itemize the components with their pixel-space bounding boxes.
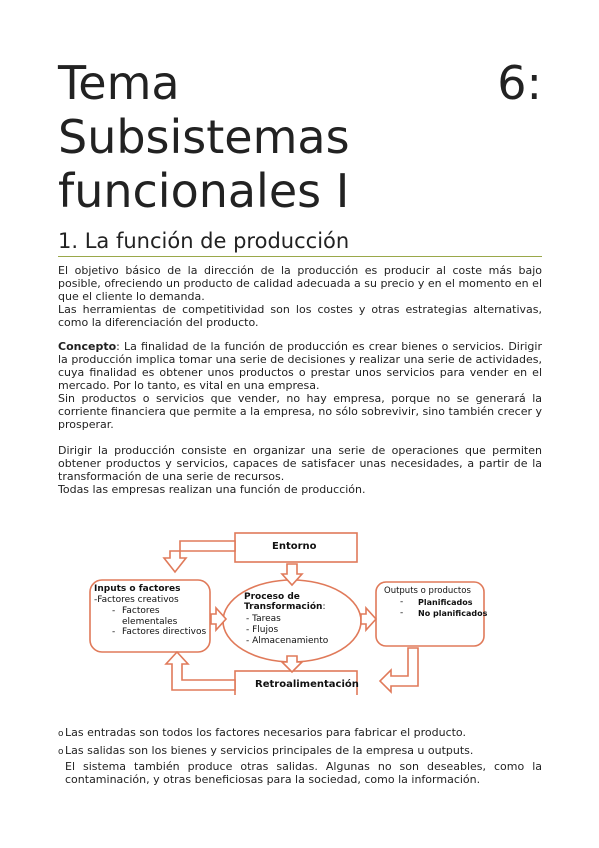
paragraph-line: El objetivo básico de la dirección de la producción es producir al coste más bajo posible, ofreciendo un producto de calidad adecuada a su precio y en el momento en el que el cliente lo demanda. <box>58 264 542 303</box>
list-item <box>58 726 542 741</box>
paragraph-line: Las herramientas de competitividad son los costes y otras estrategias alternativas, como la diferenciación del producto. <box>58 303 542 329</box>
bullet-subtext: El sistema también produce otras salidas. Algunas no son deseables, como la contaminación, y otras beneficiosas para la sociedad, como la información. <box>65 760 542 786</box>
paragraph-objetivo <box>58 264 542 329</box>
bullet-text: Las entradas son todos los factores necesarios para fabricar el producto. <box>65 726 466 739</box>
paragraph-line: Todas las empresas realizan una función de producción. <box>58 483 366 496</box>
outputs-item: Planificados <box>418 598 473 607</box>
concept-text: : La finalidad de la función de producción es crear bienes o servicios. Dirigir la producción implica tomar una serie de decisiones y realizar una serie de actividades, cuya finalidad es obtener unos productos o prestar unos servicios para vender en el mercado. Por lo tanto, es vital en una empresa. <box>58 340 542 392</box>
inputs-dash: - <box>112 606 116 616</box>
inputs-item: Factores <box>122 606 160 616</box>
proceso-title-2 <box>244 602 325 613</box>
entorno-label: Entorno <box>272 541 317 552</box>
paragraph-concepto <box>58 340 542 431</box>
proceso-colon: : <box>322 602 326 612</box>
inputs-item: -Factores creativos <box>94 595 179 605</box>
retro-label: Retroalimentación <box>255 679 359 690</box>
outputs-item: No planificados <box>418 609 488 618</box>
arrow-retro-inputs <box>166 652 235 690</box>
outputs-dash: - <box>400 608 404 618</box>
outputs-title: Outputs o productos <box>384 586 471 596</box>
inputs-dash: - <box>112 627 116 637</box>
arrow-outputs-right <box>361 608 376 630</box>
title-line-2: Subsistemas <box>58 110 350 164</box>
paragraph-line <box>58 340 542 392</box>
arrow-outputs-retro <box>380 648 418 692</box>
production-system-diagram <box>80 530 500 695</box>
list-item <box>58 744 542 759</box>
bullet-text: Las salidas son los bienes y servicios principales de la empresa u outputs. <box>65 744 474 757</box>
proceso-item: - Tareas <box>246 614 281 624</box>
paragraph-dirigir <box>58 444 542 496</box>
bullet-list <box>58 726 542 786</box>
section-heading: 1. La función de producción <box>58 228 542 257</box>
proceso-title-1: Proceso de <box>244 592 300 602</box>
title-line-1 <box>58 56 542 110</box>
paragraph-line: Sin productos o servicios que vender, no hay empresa, porque no se generará la corriente financiera que permite a la empresa, no sólo sobrevivir, sino también crecer y prosperar. <box>58 392 542 431</box>
title-line-3: funcionales I <box>58 164 350 218</box>
title-word-tema: Tema <box>58 56 180 110</box>
title-word-number: 6: <box>497 56 542 110</box>
outputs-dash: - <box>400 597 404 607</box>
inputs-title: Inputs o factores <box>94 584 181 594</box>
inputs-item: elementales <box>122 617 178 627</box>
paragraph-line: Dirigir la producción consiste en organizar una serie de operaciones que permiten obtener productos y servicios, capaces de satisfacer unas necesidades, a partir de la transformación de una serie de recursos. <box>58 444 542 483</box>
proceso-item: - Almacenamiento <box>246 636 329 646</box>
proceso-title-2-text: Transformación <box>244 602 323 612</box>
concept-label: Concepto <box>58 340 117 353</box>
inputs-item: Factores directivos <box>122 627 207 637</box>
arrow-entorno-inputs <box>164 541 235 572</box>
bullet-circle: o <box>58 747 64 757</box>
proceso-item: - Flujos <box>246 625 279 635</box>
document-title <box>58 56 542 218</box>
bullet-circle: o <box>58 729 64 739</box>
